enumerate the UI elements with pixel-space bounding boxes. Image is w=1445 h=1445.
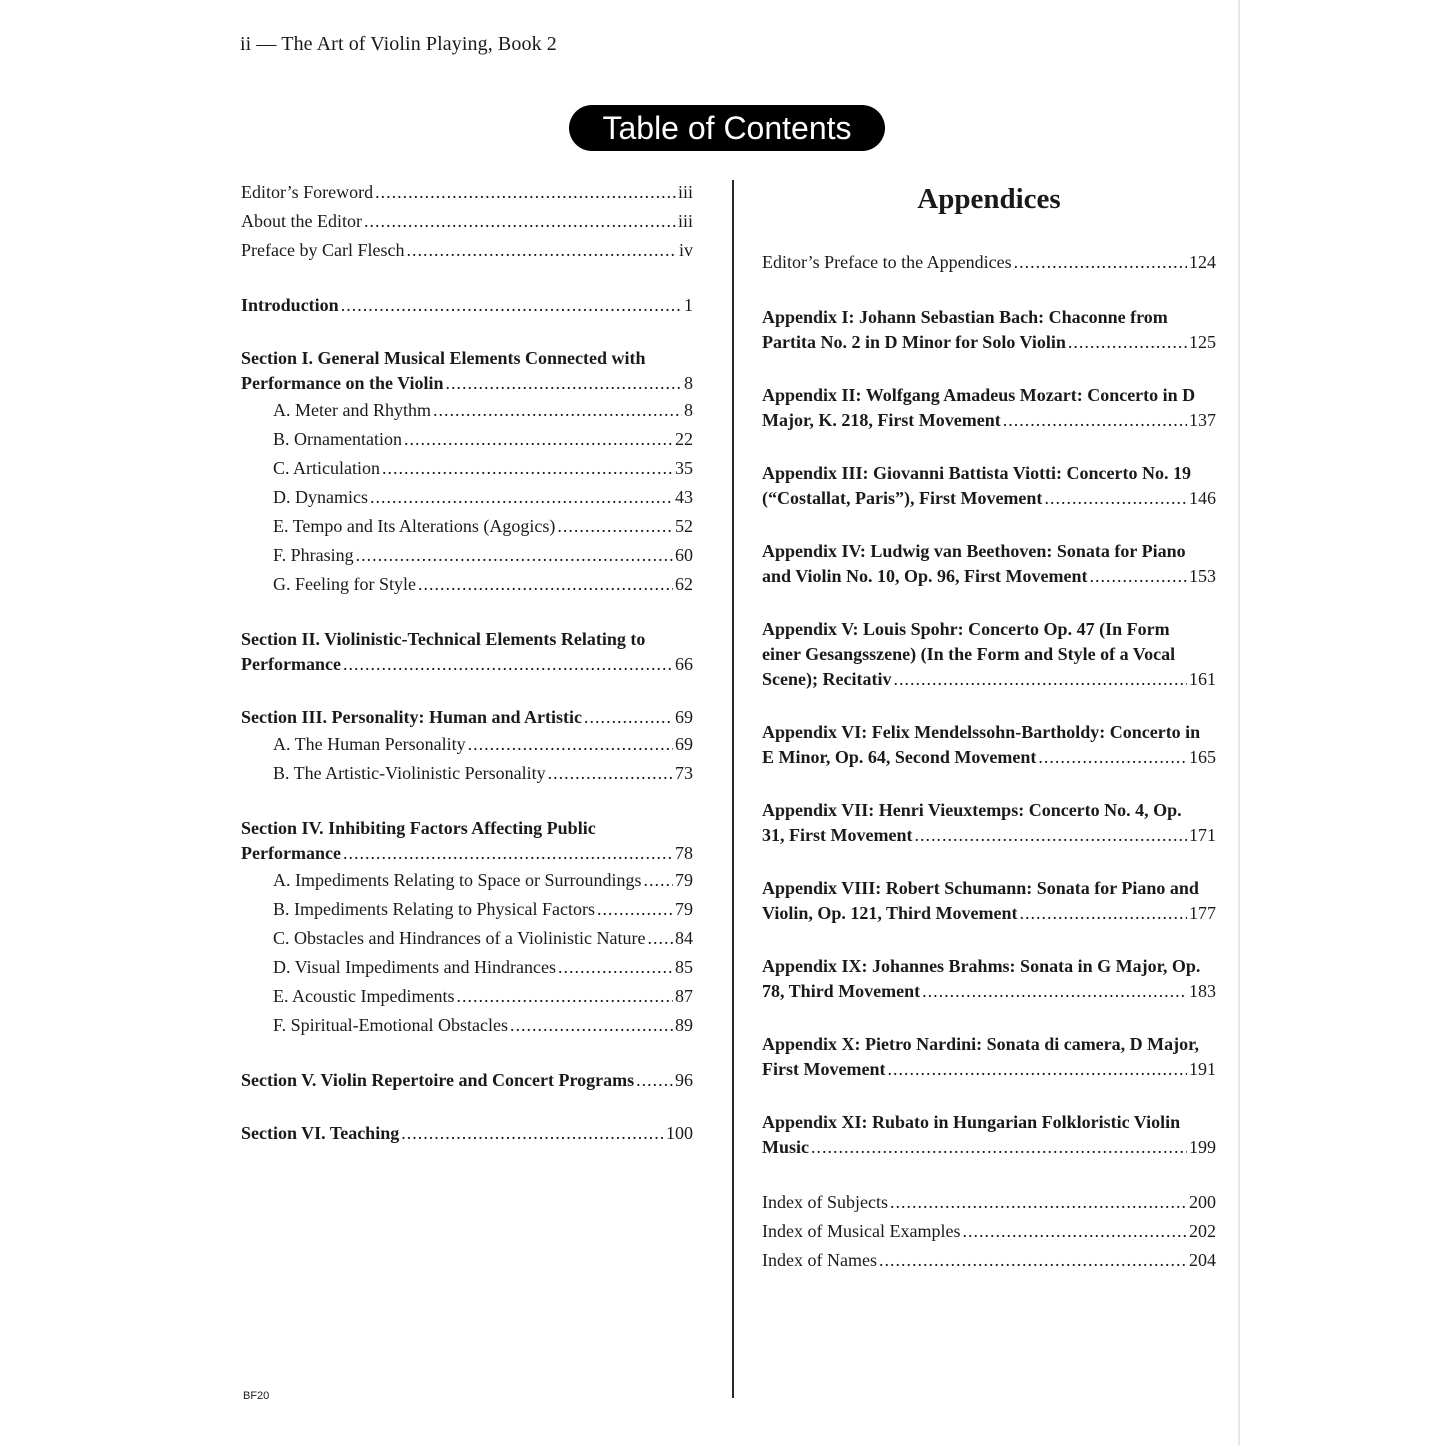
toc-entry[interactable] bbox=[241, 895, 693, 924]
running-head: ii — The Art of Violin Playing, Book 2 bbox=[240, 33, 557, 55]
toc-group bbox=[241, 293, 693, 318]
toc-entry[interactable] bbox=[241, 924, 693, 953]
toc-entry-line: Section I. General Musical Elements Connected with bbox=[241, 348, 646, 368]
page-title: Table of Contents bbox=[569, 105, 885, 151]
dot-leader bbox=[356, 541, 673, 570]
toc-entry-title: Violin, Op. 121, Third Movement bbox=[762, 903, 1018, 923]
toc-entry-title: Section VI. Teaching bbox=[241, 1123, 400, 1143]
dot-leader bbox=[648, 924, 674, 953]
toc-entry-line: Appendix XI: Rubato in Hungarian Folkloristic Violin bbox=[762, 1112, 1181, 1132]
toc-entry-page: 79 bbox=[675, 870, 693, 890]
toc-entry-title: F. Phrasing bbox=[273, 545, 354, 565]
toc-entry-page: 96 bbox=[675, 1070, 693, 1090]
toc-entry-title: Performance on the Violin bbox=[241, 373, 444, 393]
toc-group bbox=[241, 705, 693, 788]
toc-entry[interactable] bbox=[762, 539, 1216, 589]
toc-entry[interactable] bbox=[241, 1011, 693, 1040]
toc-entry-title: B. The Artistic-Violinistic Personality bbox=[273, 763, 546, 783]
toc-entry-page: 52 bbox=[675, 516, 693, 536]
dot-leader bbox=[1020, 901, 1187, 926]
toc-entry-title: B. Ornamentation bbox=[273, 429, 402, 449]
toc-entry-page: 8 bbox=[684, 373, 693, 393]
toc-group bbox=[762, 248, 1216, 277]
dot-leader bbox=[643, 866, 673, 895]
dot-leader bbox=[406, 236, 677, 265]
toc-entry-title: Section III. Personality: Human and Artistic bbox=[241, 707, 583, 727]
toc-entry-page: 177 bbox=[1189, 903, 1216, 923]
dot-leader bbox=[811, 1135, 1187, 1160]
dot-leader bbox=[1014, 248, 1187, 277]
toc-entry-title: F. Spiritual-Emotional Obstacles bbox=[273, 1015, 509, 1035]
toc-entry-page: 124 bbox=[1189, 252, 1216, 272]
toc-entry-line: einer Gesangsszene) (In the Form and Style of a Vocal bbox=[762, 644, 1176, 664]
dot-leader bbox=[456, 982, 673, 1011]
toc-entry-page: 1 bbox=[684, 295, 693, 315]
toc-entry-page: 125 bbox=[1189, 332, 1216, 352]
toc-right-column bbox=[762, 178, 1216, 1303]
toc-entry[interactable] bbox=[241, 953, 693, 982]
toc-entry-title: E Minor, Op. 64, Second Movement bbox=[762, 747, 1037, 767]
toc-entry-title: Editor’s Foreword bbox=[241, 182, 374, 202]
toc-entry-line: Appendix IV: Ludwig van Beethoven: Sonata for Piano bbox=[762, 541, 1186, 561]
toc-entry-page: 69 bbox=[675, 734, 693, 754]
toc-entry[interactable] bbox=[762, 876, 1216, 926]
toc-entry-title: C. Articulation bbox=[273, 458, 380, 478]
toc-entry-title: 31, First Movement bbox=[762, 825, 913, 845]
toc-entry[interactable] bbox=[241, 346, 693, 396]
toc-entry[interactable] bbox=[762, 1217, 1216, 1246]
toc-group bbox=[241, 178, 693, 265]
toc-entry[interactable] bbox=[241, 730, 693, 759]
toc-entry-page: 204 bbox=[1189, 1250, 1216, 1270]
toc-entry-page: iv bbox=[678, 240, 693, 260]
toc-entry-page: 153 bbox=[1189, 566, 1216, 586]
toc-entry[interactable] bbox=[241, 178, 693, 207]
toc-entry-line: Appendix IX: Johannes Brahms: Sonata in G Major, Op. bbox=[762, 956, 1201, 976]
toc-entry-page: 146 bbox=[1189, 488, 1216, 508]
toc-entry[interactable] bbox=[762, 1110, 1216, 1160]
toc-entry[interactable] bbox=[241, 483, 693, 512]
toc-entry[interactable] bbox=[241, 396, 693, 425]
toc-entry-title: Editor’s Preface to the Appendices bbox=[762, 252, 1012, 272]
toc-entry[interactable] bbox=[762, 1246, 1216, 1275]
dot-leader bbox=[597, 895, 673, 924]
toc-entry[interactable] bbox=[241, 1121, 693, 1146]
toc-entry[interactable] bbox=[241, 570, 693, 599]
toc-group bbox=[762, 798, 1216, 848]
dot-leader bbox=[1003, 408, 1187, 433]
toc-entry-page: 171 bbox=[1189, 825, 1216, 845]
toc-entry-page: 100 bbox=[666, 1123, 693, 1143]
toc-entry-page: 62 bbox=[675, 574, 693, 594]
toc-group bbox=[762, 539, 1216, 589]
toc-entry-page: 161 bbox=[1189, 669, 1216, 689]
dot-leader bbox=[1038, 745, 1187, 770]
toc-entry[interactable] bbox=[241, 759, 693, 788]
toc-entry-line: Appendix X: Pietro Nardini: Sonata di camera, D Major, bbox=[762, 1034, 1199, 1054]
toc-entry-line: Appendix VI: Felix Mendelssohn-Bartholdy: Concerto in bbox=[762, 722, 1201, 742]
toc-entry-title: Performance bbox=[241, 654, 341, 674]
toc-entry-title: A. Meter and Rhythm bbox=[273, 400, 431, 420]
dot-leader bbox=[914, 823, 1187, 848]
toc-entry-title: Index of Subjects bbox=[762, 1192, 888, 1212]
toc-group bbox=[762, 1188, 1216, 1275]
toc-entry-title: Index of Musical Examples bbox=[762, 1221, 961, 1241]
toc-entry-title: G. Feeling for Style bbox=[273, 574, 416, 594]
toc-entry-page: 60 bbox=[675, 545, 693, 565]
toc-entry-page: 66 bbox=[675, 654, 693, 674]
toc-group bbox=[762, 383, 1216, 433]
dot-leader bbox=[557, 512, 673, 541]
toc-entry-page: 35 bbox=[675, 458, 693, 478]
toc-entry[interactable] bbox=[241, 705, 693, 730]
toc-entry[interactable] bbox=[762, 461, 1216, 511]
toc-entry[interactable] bbox=[241, 816, 693, 866]
toc-entry-title: (“Costallat, Paris”), First Movement bbox=[762, 488, 1043, 508]
toc-entry-line: Appendix VII: Henri Vieuxtemps: Concerto No. 4, Op. bbox=[762, 800, 1182, 820]
toc-group bbox=[762, 1032, 1216, 1082]
toc-entry-title: C. Obstacles and Hindrances of a Violinistic Nature bbox=[273, 928, 646, 948]
toc-entry-title: D. Visual Impediments and Hindrances bbox=[273, 957, 557, 977]
toc-entry-page: 8 bbox=[684, 400, 693, 420]
dot-leader bbox=[922, 979, 1187, 1004]
dot-leader bbox=[404, 425, 673, 454]
footer-code: BF20 bbox=[243, 1390, 270, 1402]
toc-entry-page: iii bbox=[677, 182, 693, 202]
toc-entry-line: Appendix V: Louis Spohr: Concerto Op. 47 (In Form bbox=[762, 619, 1170, 639]
toc-group bbox=[762, 720, 1216, 770]
toc-entry[interactable] bbox=[762, 383, 1216, 433]
toc-entry-page: 84 bbox=[675, 928, 693, 948]
toc-entry-title: Major, K. 218, First Movement bbox=[762, 410, 1001, 430]
toc-group bbox=[762, 876, 1216, 926]
dot-leader bbox=[962, 1217, 1187, 1246]
appendices-heading: Appendices bbox=[917, 183, 1061, 215]
toc-entry[interactable] bbox=[241, 425, 693, 454]
toc-entry-title: Index of Names bbox=[762, 1250, 877, 1270]
toc-group bbox=[762, 954, 1216, 1004]
toc-entry[interactable] bbox=[762, 617, 1216, 692]
dot-leader bbox=[343, 841, 673, 866]
dot-leader bbox=[510, 1011, 673, 1040]
dot-leader bbox=[636, 1068, 673, 1093]
toc-entry-page: 200 bbox=[1189, 1192, 1216, 1212]
toc-entry-title: Partita No. 2 in D Minor for Solo Violin bbox=[762, 332, 1066, 352]
dot-leader bbox=[343, 652, 673, 677]
toc-entry-page: 78 bbox=[675, 843, 693, 863]
toc-entry-page: 202 bbox=[1189, 1221, 1216, 1241]
toc-entry-page: 183 bbox=[1189, 981, 1216, 1001]
toc-entry-line: Appendix VIII: Robert Schumann: Sonata for Piano and bbox=[762, 878, 1199, 898]
toc-entry-title: Section V. Violin Repertoire and Concert Programs bbox=[241, 1070, 635, 1090]
dot-leader bbox=[584, 705, 673, 730]
toc-entry[interactable] bbox=[241, 1068, 693, 1093]
toc-entry[interactable] bbox=[241, 236, 693, 265]
dot-leader bbox=[375, 178, 676, 207]
toc-entry-line: Section II. Violinistic-Technical Elements Relating to bbox=[241, 629, 646, 649]
toc-entry[interactable] bbox=[241, 512, 693, 541]
toc-entry-page: 85 bbox=[675, 957, 693, 977]
toc-entry[interactable] bbox=[762, 798, 1216, 848]
toc-entry-page: 89 bbox=[675, 1015, 693, 1035]
toc-entry-title: First Movement bbox=[762, 1059, 886, 1079]
toc-entry-page: 43 bbox=[675, 487, 693, 507]
dot-leader bbox=[893, 667, 1187, 692]
toc-group bbox=[241, 1121, 693, 1146]
toc-entry-title: Introduction bbox=[241, 295, 339, 315]
toc-entry-title: D. Dynamics bbox=[273, 487, 368, 507]
toc-entry-line: Appendix II: Wolfgang Amadeus Mozart: Concerto in D bbox=[762, 385, 1196, 405]
dot-leader bbox=[364, 207, 676, 236]
toc-entry-page: 137 bbox=[1189, 410, 1216, 430]
dot-leader bbox=[887, 1057, 1187, 1082]
toc-entry-page: 87 bbox=[675, 986, 693, 1006]
toc-entry-page: iii bbox=[677, 211, 693, 231]
toc-group bbox=[762, 461, 1216, 511]
dot-leader bbox=[890, 1188, 1187, 1217]
toc-entry-title: B. Impediments Relating to Physical Factors bbox=[273, 899, 595, 919]
dot-leader bbox=[341, 293, 682, 318]
toc-entry-title: 78, Third Movement bbox=[762, 981, 921, 1001]
dot-leader bbox=[370, 483, 673, 512]
toc-entry[interactable] bbox=[241, 207, 693, 236]
toc-entry[interactable] bbox=[762, 954, 1216, 1004]
appendices-list bbox=[762, 248, 1216, 1275]
dot-leader bbox=[445, 371, 682, 396]
dot-leader bbox=[468, 730, 673, 759]
toc-group bbox=[762, 305, 1216, 355]
toc-entry-line: Appendix III: Giovanni Battista Viotti: Concerto No. 19 bbox=[762, 463, 1192, 483]
toc-entry-title: and Violin No. 10, Op. 96, First Movement bbox=[762, 566, 1088, 586]
toc-entry[interactable] bbox=[762, 1188, 1216, 1217]
toc-entry-title: Music bbox=[762, 1137, 809, 1157]
toc-entry[interactable] bbox=[241, 627, 693, 677]
dot-leader bbox=[418, 570, 673, 599]
toc-group bbox=[762, 617, 1216, 692]
dot-leader bbox=[433, 396, 682, 425]
toc-entry-line: Appendix I: Johann Sebastian Bach: Chaconne from bbox=[762, 307, 1168, 327]
dot-leader bbox=[382, 454, 673, 483]
dot-leader bbox=[879, 1246, 1187, 1275]
toc-entry-page: 199 bbox=[1189, 1137, 1216, 1157]
toc-entry-page: 22 bbox=[675, 429, 693, 449]
toc-entry-page: 191 bbox=[1189, 1059, 1216, 1079]
toc-group bbox=[241, 627, 693, 677]
toc-entry-title: Preface by Carl Flesch bbox=[241, 240, 405, 260]
dot-leader bbox=[1068, 330, 1187, 355]
toc-entry-page: 165 bbox=[1189, 747, 1216, 767]
dot-leader bbox=[1090, 564, 1187, 589]
toc-entry-title: A. The Human Personality bbox=[273, 734, 466, 754]
toc-entry-title: E. Acoustic Impediments bbox=[273, 986, 455, 1006]
toc-entry[interactable] bbox=[241, 982, 693, 1011]
toc-group bbox=[241, 346, 693, 599]
toc-entry[interactable] bbox=[241, 454, 693, 483]
column-divider bbox=[732, 180, 734, 1398]
toc-group bbox=[762, 1110, 1216, 1160]
toc-group bbox=[241, 816, 693, 1040]
toc-group bbox=[241, 1068, 693, 1093]
toc-entry-page: 73 bbox=[675, 763, 693, 783]
toc-entry[interactable] bbox=[762, 248, 1216, 277]
toc-entry[interactable] bbox=[762, 720, 1216, 770]
toc-entry-title: E. Tempo and Its Alterations (Agogics) bbox=[273, 516, 556, 536]
dot-leader bbox=[1044, 486, 1187, 511]
toc-entry-title: About the Editor bbox=[241, 211, 362, 231]
dot-leader bbox=[401, 1121, 664, 1146]
toc-entry-page: 79 bbox=[675, 899, 693, 919]
toc-entry[interactable] bbox=[241, 541, 693, 570]
dot-leader bbox=[548, 759, 673, 788]
toc-entry-title: Performance bbox=[241, 843, 341, 863]
toc-entry-line: Section IV. Inhibiting Factors Affecting Public bbox=[241, 818, 596, 838]
toc-entry-title: A. Impediments Relating to Space or Surroundings bbox=[273, 870, 642, 890]
page-edge-line bbox=[1238, 0, 1240, 1445]
toc-left-column bbox=[241, 178, 693, 1174]
toc-entry[interactable] bbox=[241, 866, 693, 895]
toc-entry[interactable] bbox=[241, 293, 693, 318]
toc-entry[interactable] bbox=[762, 305, 1216, 355]
toc-entry-page: 69 bbox=[675, 707, 693, 727]
toc-entry[interactable] bbox=[762, 1032, 1216, 1082]
dot-leader bbox=[558, 953, 673, 982]
toc-entry-title: Scene); Recitativ bbox=[762, 669, 892, 689]
